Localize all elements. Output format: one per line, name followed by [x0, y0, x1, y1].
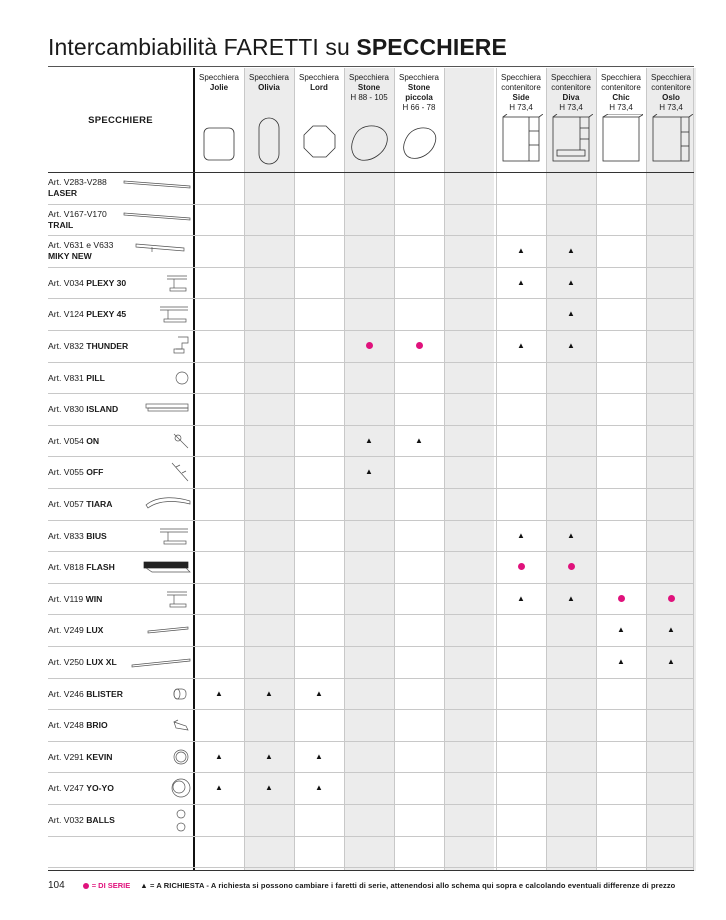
light-fixture-icon: [122, 681, 192, 712]
column-header-height: H 73,4: [609, 103, 633, 112]
light-fixture-icon: [122, 207, 192, 238]
article-code: Art. V034: [48, 277, 87, 288]
article-code: Art. V057: [48, 499, 87, 509]
column-divider: [394, 68, 395, 871]
light-name: LASER: [48, 188, 78, 198]
mirror-thumbnail-icon: [649, 114, 693, 167]
dot-legend-icon: [83, 883, 89, 889]
light-fixture-icon: [122, 807, 192, 838]
column-header-height: H 88 - 105: [350, 93, 388, 102]
article-code: Art. V283-V288: [48, 177, 107, 187]
column-header: [496, 68, 546, 172]
column-header: [394, 68, 444, 172]
article-code: Art. V032: [48, 815, 87, 825]
mirror-thumbnail-icon: [347, 116, 391, 169]
standard-dot-icon: [646, 595, 696, 604]
table-bottom-rule: [48, 870, 694, 871]
article-code: Art. V124: [48, 309, 87, 320]
column-header-height: H 73,4: [559, 103, 583, 112]
column-header-model: Chic: [612, 93, 630, 102]
light-name: BLISTER: [86, 688, 123, 699]
triangle-legend: ▲ = A RICHIESTA - A richiesta si possono cambiare i faretti di serie, attenendosi allo schema qui sopra e calcolando eventuali differenze di prezzo: [140, 881, 676, 890]
table-main-divider: [193, 68, 195, 871]
light-name: LUX: [86, 625, 104, 636]
on-request-mark: ▲: [567, 277, 575, 287]
column-divider: [546, 68, 547, 871]
article-code: Art. V833: [48, 530, 87, 541]
article-code: Art. V055: [48, 467, 87, 478]
light-name: ISLAND: [86, 404, 119, 415]
on-request-mark: ▲: [667, 625, 675, 635]
article-code: Art. V250: [48, 657, 87, 667]
column-header: [244, 68, 294, 172]
mirror-thumbnail-icon: [599, 114, 643, 167]
light-name: THUNDER: [86, 341, 129, 351]
column-header: [546, 68, 596, 172]
light-fixture-icon: [122, 333, 192, 364]
mirror-thumbnail-icon: [549, 114, 593, 167]
mirror-thumbnail-icon: [197, 116, 241, 169]
column-header: [444, 68, 494, 172]
light-name: WIN: [85, 593, 103, 604]
on-request-mark: ▲: [517, 593, 525, 603]
standard-dot-icon: [394, 342, 444, 351]
light-fixture-icon: [122, 428, 192, 459]
mirror-thumbnail-icon: [499, 114, 543, 167]
column-header-model: Lord: [310, 83, 328, 92]
light-name: PLEXY 30: [86, 277, 127, 288]
column-divider: [496, 68, 497, 871]
light-fixture-icon: [122, 175, 192, 206]
article-code: Art. V832: [48, 341, 87, 351]
column-header: [596, 68, 646, 172]
light-fixture-icon: [122, 649, 192, 680]
light-name: KEVIN: [86, 751, 113, 762]
article-code: Art. V167-V170: [48, 208, 107, 219]
article-code: Art. V054: [48, 435, 87, 446]
on-request-mark: ▲: [315, 783, 323, 793]
article-code: Art. V119: [48, 593, 86, 604]
light-name: TRAIL: [48, 219, 74, 230]
header-rule: [48, 172, 694, 173]
column-header-height: H 66 - 78: [402, 103, 436, 112]
on-request-mark: ▲: [265, 688, 273, 698]
light-name: BRIO: [86, 720, 108, 731]
article-code: Art. V631 e V633: [48, 240, 114, 251]
article-code: Art. V830: [48, 404, 87, 415]
light-name: BIUS: [86, 530, 107, 541]
column-header-type: Specchiera contenitore: [500, 73, 542, 92]
light-fixture-icon: [122, 365, 192, 396]
column-header-height: H 73,4: [509, 103, 533, 112]
page-title: Intercambiabilità FARETTI su SPECCHIERE: [48, 34, 507, 60]
column-header: [646, 68, 696, 172]
light-fixture-icon: [122, 617, 192, 648]
mirror-thumbnail-icon: [247, 116, 291, 169]
light-fixture-icon: [122, 586, 192, 617]
on-request-mark: ▲: [667, 657, 675, 666]
dot-legend: = DI SERIE: [91, 881, 131, 890]
column-shade: [646, 68, 696, 871]
standard-dot-icon: [496, 563, 546, 572]
light-name: BALLS: [86, 815, 115, 825]
on-request-mark: ▲: [567, 530, 575, 540]
on-request-mark: ▲: [567, 593, 575, 603]
on-request-mark: ▲: [215, 751, 223, 761]
light-fixture-icon: [122, 270, 192, 301]
light-name: ON: [86, 435, 100, 446]
column-header-type: Specchiera: [298, 73, 340, 82]
light-name: MIKY NEW: [48, 251, 92, 262]
light-fixture-icon: [122, 712, 192, 743]
column-header-model: Stone: [357, 83, 381, 92]
column-divider: [294, 68, 295, 871]
column-header-model: Oslo: [662, 93, 680, 102]
column-header: [294, 68, 344, 172]
footer: [48, 880, 708, 891]
on-request-mark: ▲: [567, 309, 575, 319]
article-code: Art. V818: [48, 562, 87, 573]
on-request-mark: ▲: [415, 435, 423, 445]
light-fixture-icon: [122, 301, 192, 332]
column-header-type: Specchiera contenitore: [650, 73, 692, 92]
article-code: Art. V831: [48, 372, 87, 383]
column-divider: [646, 68, 647, 871]
light-fixture-icon: [122, 554, 192, 585]
light-fixture-icon: [122, 396, 192, 427]
mirror-thumbnail-icon: [397, 116, 441, 169]
on-request-mark: ▲: [215, 688, 223, 698]
standard-dot-icon: [546, 563, 596, 572]
light-name: LUX XL: [86, 657, 117, 667]
article-code: Art. V248: [48, 720, 87, 731]
on-request-mark: ▲: [567, 246, 575, 256]
column-header-type: Specchiera: [198, 73, 240, 82]
on-request-mark: ▲: [617, 625, 625, 635]
on-request-mark: ▲: [517, 530, 525, 540]
page-number: 104: [48, 880, 65, 891]
column-header-model: Olivia: [258, 83, 280, 92]
column-header: [344, 68, 394, 172]
light-fixture-icon: [122, 523, 192, 554]
on-request-mark: ▲: [365, 435, 373, 445]
on-request-mark: ▲: [265, 751, 273, 761]
standard-dot-icon: [344, 342, 394, 351]
column-header-height: H 73,4: [659, 103, 683, 112]
on-request-mark: ▲: [215, 783, 223, 793]
column-header-type: Specchiera contenitore: [600, 73, 642, 92]
column-header-type: Specchiera: [348, 73, 390, 82]
column-header-type: Specchiera: [398, 73, 440, 82]
article-code: Art. V247: [48, 783, 87, 794]
light-fixture-icon: [122, 491, 192, 522]
standard-dot-icon: [596, 595, 646, 604]
on-request-mark: ▲: [315, 751, 323, 761]
column-header-type: Specchiera contenitore: [550, 73, 592, 92]
on-request-mark: ▲: [517, 277, 525, 287]
light-name: FLASH: [86, 562, 115, 573]
article-code: Art. V246: [48, 688, 87, 699]
light-fixture-icon: [122, 238, 192, 269]
light-name: TIARA: [86, 499, 113, 509]
header-label: SPECCHIERE: [88, 114, 153, 126]
on-request-mark: ▲: [517, 246, 525, 256]
article-code: Art. V249: [48, 625, 87, 636]
row-divider: [48, 867, 694, 868]
title-rule: [48, 66, 694, 67]
on-request-mark: ▲: [617, 657, 625, 666]
column-header-type: Specchiera: [248, 73, 290, 82]
on-request-mark: ▲: [265, 783, 273, 793]
mirror-thumbnail-icon: [297, 116, 341, 169]
light-name: PILL: [86, 372, 105, 383]
column-shade: [444, 68, 494, 871]
light-fixture-icon: [122, 459, 192, 490]
light-name: OFF: [86, 467, 104, 478]
column-divider: [596, 68, 597, 871]
on-request-mark: ▲: [517, 341, 525, 350]
light-name: YO-YO: [86, 783, 114, 794]
light-name: PLEXY 45: [86, 309, 127, 320]
article-code: Art. V291: [48, 751, 87, 762]
on-request-mark: ▲: [315, 688, 323, 698]
light-fixture-icon: [122, 775, 192, 806]
light-fixture-icon: [122, 744, 192, 775]
column-divider: [693, 68, 694, 871]
column-header-model: Diva: [562, 93, 580, 102]
column-divider: [444, 68, 445, 871]
on-request-mark: ▲: [567, 341, 575, 350]
column-header: [194, 68, 244, 172]
column-divider: [244, 68, 245, 871]
on-request-mark: ▲: [365, 467, 373, 477]
column-shade: [546, 68, 596, 871]
column-header-model: Stone piccola: [405, 83, 433, 102]
column-header-model: Jolie: [209, 83, 229, 92]
column-header-model: Side: [512, 93, 530, 102]
column-shade: [244, 68, 294, 871]
